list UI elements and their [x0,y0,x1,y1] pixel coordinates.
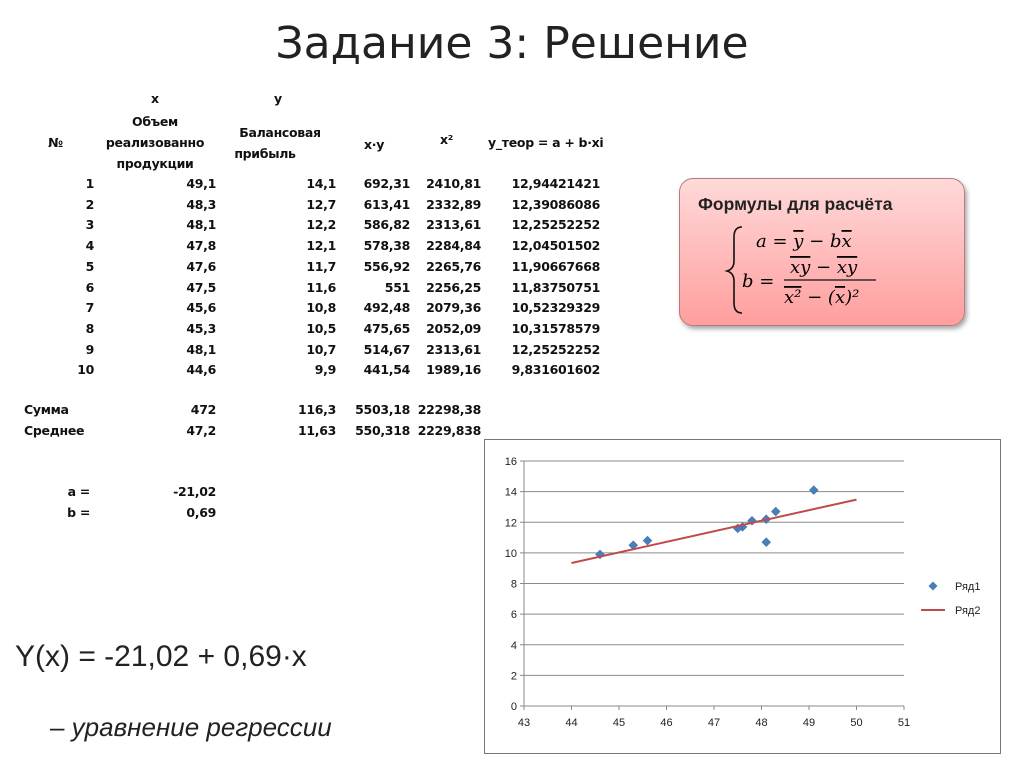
header-x-desc-1: Объем [132,114,178,129]
table-cell-xy: 441,54 [363,362,410,378]
mean-x2: 2229,838 [417,423,481,438]
table-cell-n: 5 [85,258,94,274]
header-x-desc-2: реализованно [105,135,205,150]
trend-line [572,500,857,563]
table-cell-xy: 613,41 [363,196,410,212]
table-cell-x: 49,1 [186,176,216,191]
table-cell-yt: 12,39086086 [511,196,600,212]
table-cell-n: 6 [85,279,94,295]
table-cell-yt: 9,831601602 [511,362,600,378]
table-cell-y: 10,5 [306,320,336,336]
table-cell-x2: 2079,36 [426,300,481,316]
table-cell-x: 47,5 [186,279,216,295]
mean-xy: 550,318 [355,423,410,438]
svg-text:x² − (x)²: x² − (x)² [784,287,860,308]
formula-box [679,178,965,326]
table-cell-yt: 12,04501502 [511,238,600,254]
x-tick-label: 48 [755,717,768,729]
table-cell-x: 47,6 [186,258,216,274]
table-cell-x: 44,6 [186,362,216,378]
table-cell-x2: 1989,16 [426,362,481,378]
header-no: № [48,135,63,150]
table-cell-yt: 11,83750751 [511,279,600,295]
coef-b-value: 0,69 [186,505,216,520]
mean-x: 47,2 [186,423,216,438]
table-cell-y: 10,7 [306,341,336,357]
table-cell-xy: 692,31 [363,176,410,191]
table-cell-y: 12,1 [306,238,336,254]
table-cell-y: 11,7 [306,258,336,274]
table-cell-n: 8 [85,320,94,336]
legend-marker-icon [929,582,938,591]
header-x-top: x [151,91,159,106]
legend-label: Ряд2 [955,605,981,617]
table-cell-x2: 2052,09 [426,320,481,336]
table-cell-x2: 2313,61 [426,217,481,233]
header-y-top: y [274,91,282,106]
table-cell-y: 12,7 [306,196,336,212]
table-cell-x: 47,8 [186,238,216,254]
table-cell-xy: 578,38 [363,238,410,254]
table-cell-xy: 586,82 [363,217,410,233]
regression-caption: – уравнение регрессии [50,712,332,742]
table-cell-x2: 2332,89 [426,196,481,212]
sum-y: 116,3 [297,402,336,417]
y-tick-label: 12 [504,517,517,530]
table-cell-n: 9 [85,341,94,357]
y-tick-label: 0 [510,701,517,713]
regression-equation: Y(x) = -21,02 + 0,69·x [15,640,307,673]
sum-label: Сумма [24,402,69,417]
table-cell-n: 4 [85,238,94,254]
table-cell-x2: 2284,84 [426,238,481,254]
data-point [643,536,652,545]
y-tick-label: 16 [504,456,517,468]
table-cell-yt: 10,52329329 [511,300,600,316]
mean-label: Среднее [24,423,85,438]
header-x-desc-3: продукции [116,156,194,171]
svg-text:b =: b = [742,271,775,292]
table-cell-y: 14,1 [306,176,336,191]
table-cell-yt: 12,94421421 [511,176,600,191]
data-point [809,486,818,495]
table-cell-n: 2 [85,196,94,212]
table-cell-yt: 12,25252252 [511,217,600,233]
x-tick-label: 50 [850,717,863,729]
table-cell-x: 45,6 [186,300,216,316]
table-cell-xy: 514,67 [363,341,410,357]
table-cell-n: 1 [85,176,94,191]
mean-y: 11,63 [297,423,336,438]
table-cell-x: 45,3 [186,320,216,336]
table-cell-y: 10,8 [306,300,336,316]
formula-math [680,179,964,325]
slide-title: Задание 3: Решение [275,18,749,69]
x-tick-label: 51 [897,717,911,729]
table-cell-x: 48,1 [186,341,216,357]
table-cell-n: 7 [85,300,94,316]
header-yteor: y_теор = a + b·xi [488,135,604,150]
header-xy: x·y [364,137,385,152]
table-cell-x2: 2256,25 [426,279,481,295]
table-cell-y: 9,9 [314,362,336,378]
sum-xy: 5503,18 [355,402,410,417]
table-cell-y: 12,2 [306,217,336,233]
table-cell-n: 10 [77,362,94,378]
chart-svg [485,440,1000,753]
y-tick-label: 6 [510,609,517,622]
coef-b-label: b = [67,505,90,520]
x-tick-label: 47 [707,717,721,729]
sum-x: 472 [190,402,216,417]
data-point [762,538,771,547]
table-cell-xy: 492,48 [363,300,410,316]
x-tick-label: 46 [660,717,673,729]
sum-x2: 22298,38 [417,402,481,417]
table-cell-yt: 10,31578579 [511,320,600,336]
svg-text:xy − xy: xy − xy [790,257,858,278]
coef-a-label: a = [67,484,90,499]
legend-label: Ряд1 [955,581,981,593]
table-cell-x2: 2313,61 [426,341,481,357]
x-tick-label: 44 [565,717,578,729]
table-cell-xy: 556,92 [363,258,410,274]
table-cell-yt: 11,90667668 [511,258,600,274]
table-cell-x2: 2265,76 [426,258,481,274]
header-y-desc-2: прибыль [234,146,296,161]
table-cell-xy: 551 [384,279,410,295]
x-tick-label: 45 [612,717,626,729]
table-cell-x2: 2410,81 [426,176,481,191]
header-x2: x² [440,132,453,147]
svg-text:a = y − bx: a = y − bx [756,231,852,252]
y-tick-label: 8 [510,578,517,591]
y-tick-label: 2 [510,670,517,683]
table-cell-xy: 475,65 [363,320,410,336]
table-cell-n: 3 [85,217,94,233]
x-tick-label: 49 [802,717,816,729]
y-tick-label: 14 [504,486,517,499]
table-cell-y: 11,6 [306,279,336,295]
formula-title: Формулы для расчёта [698,194,893,214]
header-y-desc-1: Балансовая [239,125,321,140]
data-point [771,507,780,516]
y-tick-label: 10 [504,547,517,560]
table-cell-x: 48,3 [186,196,216,212]
scatter-chart [484,439,1001,754]
x-tick-label: 43 [517,717,531,729]
table-cell-x: 48,1 [186,217,216,233]
coef-a-value: -21,02 [173,484,216,499]
y-tick-label: 4 [510,639,517,652]
table-cell-yt: 12,25252252 [511,341,600,357]
